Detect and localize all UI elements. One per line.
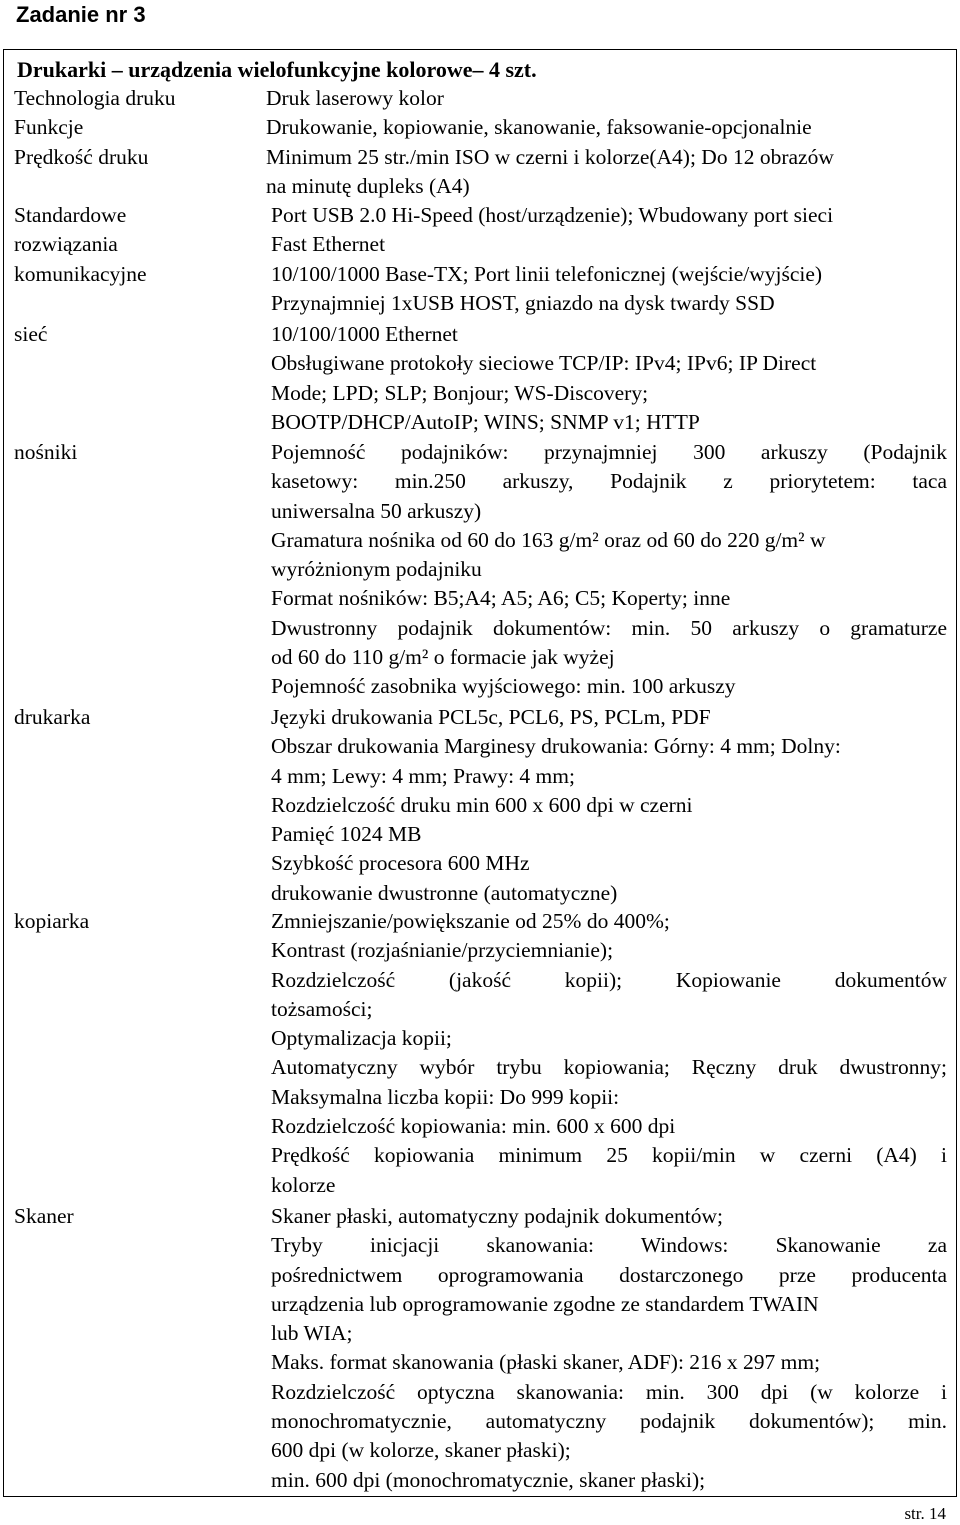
label-line: nośniki [14,440,78,464]
value-line: Rozdzielczość kopiowania: min. 600 x 600 dpi [271,1114,676,1139]
value-line: wyróżnionym podajniku [271,557,482,582]
spec-row-label [14,703,254,732]
value-line: Port USB 2.0 Hi-Speed (host/urządzenie); Wbudowany port sieci [271,203,834,227]
value-line: Pojemność podajników: przynajmniej 300 arkuszy (Podajnik [271,440,947,464]
value-line: Języki drukowania PCL5c, PCL6, PS, PCLm, PDF [271,705,711,729]
value-line: Zmniejszanie/powiększanie od 25% do 400%; [271,909,670,933]
label-line: rozwiązania [14,232,118,257]
value-line: Obsługiwane protokoły sieciowe TCP/IP: IPv4; IPv6; IP Direct [271,351,817,376]
spec-row-value [266,143,942,202]
value-line: Rozdzielczość druku min 600 x 600 dpi w czerni [271,792,693,817]
value-line: Rozdzielczość (jakość kopii); Kopiowanie dokumentów [271,967,947,992]
page-title: Zadanie nr 3 [16,2,146,27]
value-line: Przynajmniej 1xUSB HOST, gniazdo na dysk twardy SSD [271,290,775,315]
spec-row-label [14,143,254,172]
value-line: Mode; LPD; SLP; Bonjour; WS-Discovery; [271,380,649,405]
value-line: Maks. format skanowania (płaski skaner, ADF): 216 x 297 mm; [271,1350,821,1375]
section-heading: Drukarki – urządzenia wielofunkcyjne kolorowe– 4 szt. [17,57,537,82]
value-line: 4 mm; Lewy: 4 mm; Prawy: 4 mm; [271,763,575,788]
value-line: Skaner płaski, automatyczny podajnik dokumentów; [271,1204,724,1228]
value-line: Pamięć 1024 MB [271,822,422,847]
spec-row-value [271,438,947,702]
value-line: 10/100/1000 Base-TX; Port linii telefonicznej (wejście/wyjście) [271,261,823,286]
spec-row-value [266,113,942,142]
spec-row-label [14,84,254,113]
value-line: Obszar drukowania Marginesy drukowania: Górny: 4 mm; Dolny: [271,734,841,759]
spec-row-label [14,1202,254,1231]
value-line: 10/100/1000 Ethernet [271,322,458,346]
value-line: monochromatycznie, automatyczny podajnik dokumentów); min. [271,1409,947,1434]
label-line: Funkcje [14,115,84,139]
label-line: Technologia druku [14,86,176,110]
value-line: Rozdzielczość optyczna skanowania: min. 300 dpi (w kolorze i [271,1379,947,1404]
value-line: Minimum 25 str./min ISO w czerni i kolorze(A4); Do 12 obrazów [266,145,834,169]
label-line: drukarka [14,705,91,729]
value-line: Szybkość procesora 600 MHz [271,851,530,876]
value-line: kasetowy: min.250 arkuszy, Podajnik z priorytetem: taca [271,469,947,494]
value-line: na minutę dupleks (A4) [266,174,470,199]
value-line: urządzenia lub oprogramowanie zgodne ze standardem TWAIN [271,1291,819,1316]
value-line: BOOTP/DHCP/AutoIP; WINS; SNMP v1; HTTP [271,409,700,434]
value-line: 600 dpi (w kolorze, skaner płaski); [271,1438,571,1463]
value-line: Optymalizacja kopii; [271,1026,452,1051]
value-line: Drukowanie, kopiowanie, skanowanie, faksowanie-opcjonalnie [266,115,812,139]
value-line: Kontrast (rozjaśnianie/przyciemnianie); [271,938,614,963]
label-line: kopiarka [14,909,90,933]
value-line: Fast Ethernet [271,232,386,257]
value-line: kolorze [271,1172,336,1197]
value-line: Gramatura nośnika od 60 do 163 g/m² oraz od 60 do 220 g/m² w [271,527,826,552]
spec-row-value [271,201,947,318]
value-line: Prędkość kopiowania minimum 25 kopii/min w czerni (A4) i [271,1143,947,1168]
spec-row-label [14,907,254,936]
value-line: Druk laserowy kolor [266,86,444,110]
value-line: Automatyczny wybór trybu kopiowania; Ręczny druk dwustronny; [271,1055,947,1080]
spec-row-label [14,320,254,349]
label-line: Standardowe [14,203,127,227]
label-line: sieć [14,322,48,346]
value-line: Pojemność zasobnika wyjściowego: min. 100 arkuszy [271,674,736,699]
value-line: od 60 do 110 g/m² o formacie jak wyżej [271,645,615,670]
value-line: min. 600 dpi (monochromatycznie, skaner płaski); [271,1467,706,1492]
value-line: Format nośników: B5;A4; A5; A6; C5; Koperty; inne [271,586,731,611]
value-line: tożsamości; [271,996,373,1021]
page-number: str. 14 [904,1504,946,1523]
spec-row-label [14,113,254,142]
spec-row-value [271,703,947,908]
label-line: Skaner [14,1204,74,1228]
spec-row-label [14,201,254,289]
label-line: Prędkość druku [14,145,149,169]
value-line: Dwustronny podajnik dokumentów: min. 50 arkuszy o gramaturze [271,615,947,640]
value-line: lub WIA; [271,1321,353,1346]
value-line: drukowanie dwustronne (automatyczne) [271,880,618,905]
value-line: Maksymalna liczba kopii: Do 999 kopii: [271,1084,620,1109]
spec-row-value [266,84,942,113]
value-line: pośrednictwem oprogramowania dostarczonego prze producenta [271,1262,947,1287]
spec-row-value [271,1202,947,1495]
spec-row-value [271,320,947,437]
label-line: komunikacyjne [14,261,147,286]
spec-row-value [271,907,947,1200]
spec-row-label [14,438,254,467]
value-line: uniwersalna 50 arkuszy) [271,498,482,523]
value-line: Tryby inicjacji skanowania: Windows: Skanowanie za [271,1233,947,1258]
